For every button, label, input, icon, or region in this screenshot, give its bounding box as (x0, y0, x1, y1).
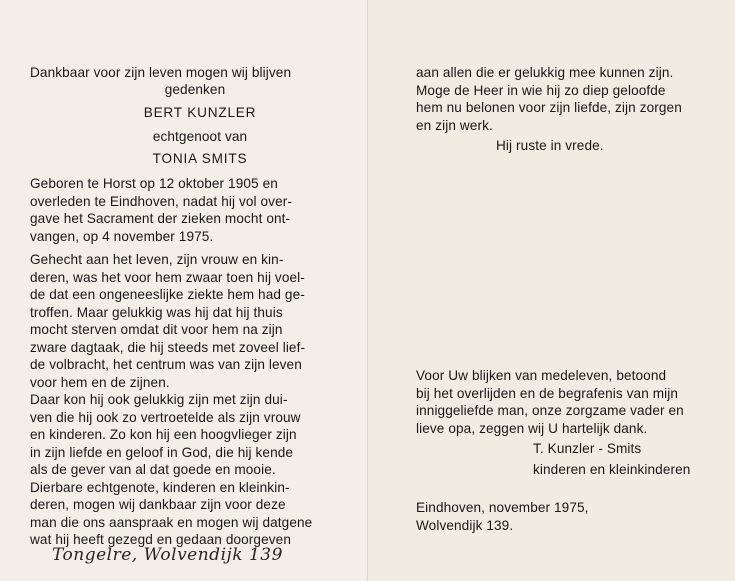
text-line: Gehecht aan het leven, zijn vrouw en kin- (30, 252, 284, 267)
signature-name: T. Kunzler - Smits (533, 441, 642, 456)
place-date-block (416, 499, 589, 534)
text-line: Voor Uw blijken van medeleven, betoond (416, 368, 667, 383)
spouse-name: TONIA SMITS (152, 151, 248, 166)
signature-block (533, 438, 690, 480)
text-line: voor hem en de zijnen. (30, 374, 170, 390)
text-line: deren, was het voor hem zwaar toen hij voel- (30, 269, 305, 285)
right-panel (368, 0, 735, 581)
closing-paragraph (416, 64, 682, 134)
text-line: als de gever van al dat goede en mooie. (30, 462, 276, 477)
birth-death-paragraph (30, 175, 292, 245)
text-line: Moge de Heer in wie hij zo diep geloofde (416, 82, 666, 98)
text-line: vangen, op 4 november 1975. (30, 228, 214, 244)
text-line: inniggeliefde man, onze zorgzame vader en (416, 403, 684, 418)
address: Wolvendijk 139. (416, 517, 514, 533)
handwritten-address: Tongelre, Wolvendijk 139 (52, 545, 283, 565)
text-line: hem nu belonen voor zijn liefde, zijn zorgen (416, 100, 682, 115)
text-line: troffen. Maar gelukkig was hij dat hij thuis (30, 304, 283, 320)
text-line: Dierbare echtgenote, kinderen en kleinkin- (30, 479, 290, 495)
text-line: en kinderen. Zo kon hij een hoogvlieger zijn (30, 427, 297, 442)
opening-line-2: gedenken (164, 82, 226, 97)
text-line: deren, mogen wij dankbaar zijn voor deze (30, 497, 286, 512)
text-line: gave het Sacrament der zieken mocht ont- (30, 211, 291, 226)
text-line: Geboren te Horst op 12 oktober 1905 en (30, 176, 278, 191)
text-line: mocht sterven omdat dit voor hem na zijn (30, 322, 283, 337)
text-line: Daar kon hij ook gelukkig zijn met zijn dui- (30, 392, 288, 407)
text-line: aan allen die er gelukkig mee kunnen zijn. (416, 65, 674, 80)
text-line: bij het overlijden en de begrafenis van mijn (416, 385, 679, 401)
rest-in-peace: Hij ruste in vrede. (496, 138, 604, 153)
opening-line-1: Dankbaar voor zijn leven mogen wij blijven (30, 65, 292, 80)
text-line: in zijn liefde en geloof in God, die hij kende (30, 444, 294, 460)
text-line: overleden te Eindhoven, nadat hij vol over- (30, 193, 292, 209)
text-line: lieve opa, zeggen wij U hartelijk dank. (416, 420, 648, 436)
text-line: zware dagtaak, die hij steeds met zoveel lief- (30, 339, 306, 355)
deceased-name: BERT KUNZLER (143, 105, 257, 120)
thanks-paragraph (416, 367, 684, 437)
place-date: Eindhoven, november 1975, (416, 500, 589, 515)
text-line: de volbracht, het centrum was van zijn leven (30, 357, 302, 372)
text-line: man die ons aanspraak en mogen wij datgene (30, 514, 313, 530)
text-line: de dat een ongeneeslijke ziekte hem had ge- (30, 287, 305, 302)
text-line: ven die hij ook zo vertroetelde als zijn vrouw (30, 409, 301, 425)
life-paragraph (30, 251, 312, 549)
signature-family: kinderen en kleinkinderen (533, 462, 691, 477)
spouse-label: echtgenoot van (152, 129, 248, 144)
text-line: wat hij heeft gezegd en gedaan doorgeven (30, 532, 291, 547)
text-line: en zijn werk. (416, 117, 493, 133)
